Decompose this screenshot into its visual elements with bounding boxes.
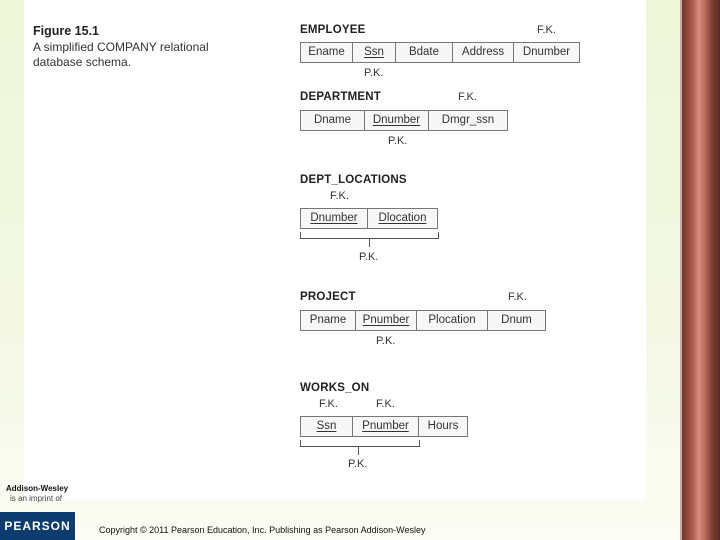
department-pk-label: P.K.	[388, 135, 408, 147]
pearson-logo: PEARSON	[0, 512, 75, 540]
relation-name-project: PROJECT	[300, 291, 356, 303]
relation-name-dept-locations: DEPT_LOCATIONS	[300, 174, 407, 186]
project-fk-label: F.K.	[508, 291, 527, 303]
employee-col-ssn: Ssn	[353, 43, 396, 62]
publisher-imprint: is an imprint of	[10, 494, 63, 503]
project-col-pnumber: Pnumber	[356, 311, 417, 330]
department-col-dnumber: Dnumber	[365, 111, 429, 130]
works-on-col-hours: Hours	[427, 420, 459, 432]
dept-locations-col-dlocation: Dlocation	[378, 212, 427, 224]
department-fk-label: F.K.	[458, 91, 477, 103]
project-col-pname: Pname	[301, 311, 356, 330]
department-col-dmgr-ssn: Dmgr_ssn	[441, 114, 495, 126]
department-table	[300, 110, 508, 131]
employee-col-bdate: Bdate	[396, 43, 453, 62]
works-on-col-ssn: Ssn	[301, 417, 353, 436]
project-pk-label: P.K.	[376, 335, 396, 347]
dept-locations-pk-label: P.K.	[359, 251, 379, 263]
dept-locations-table	[300, 208, 438, 229]
decorative-stripe	[682, 0, 720, 540]
dept-locations-pk-tick	[369, 238, 370, 247]
project-col-plocation: Plocation	[417, 311, 488, 330]
works-on-fk-label-ssn: F.K.	[319, 398, 338, 410]
works-on-table	[300, 416, 468, 437]
employee-table	[300, 42, 580, 63]
project-table	[300, 310, 546, 331]
works-on-pk-tick	[358, 446, 359, 455]
figure-title: Figure 15.1	[33, 24, 99, 38]
publisher-name: Addison-Wesley	[6, 484, 69, 493]
employee-col-dnumber: Dnumber	[522, 46, 571, 58]
copyright-text: Copyright © 2011 Pearson Education, Inc. Publishing as Pearson Addison-Wesley	[99, 525, 426, 535]
relation-name-employee: EMPLOYEE	[300, 24, 366, 36]
employee-pk-label: P.K.	[364, 67, 384, 79]
relation-name-department: DEPARTMENT	[300, 91, 382, 103]
dept-locations-col-dnumber: Dnumber	[301, 209, 368, 228]
works-on-col-pnumber: Pnumber	[353, 417, 419, 436]
figure-caption: A simplified COMPANY relational database schema.	[33, 40, 209, 69]
works-on-pk-bracket	[300, 440, 420, 447]
works-on-fk-label-pnumber: F.K.	[376, 398, 395, 410]
department-col-dname: Dname	[301, 111, 365, 130]
employee-col-ename: Ename	[301, 43, 353, 62]
dept-locations-fk-label: F.K.	[330, 190, 349, 202]
works-on-pk-label: P.K.	[348, 458, 368, 470]
employee-col-address: Address	[453, 43, 514, 62]
relation-name-works-on: WORKS_ON	[300, 382, 370, 394]
project-col-dnum: Dnum	[501, 314, 532, 326]
employee-fk-label: F.K.	[537, 24, 556, 36]
